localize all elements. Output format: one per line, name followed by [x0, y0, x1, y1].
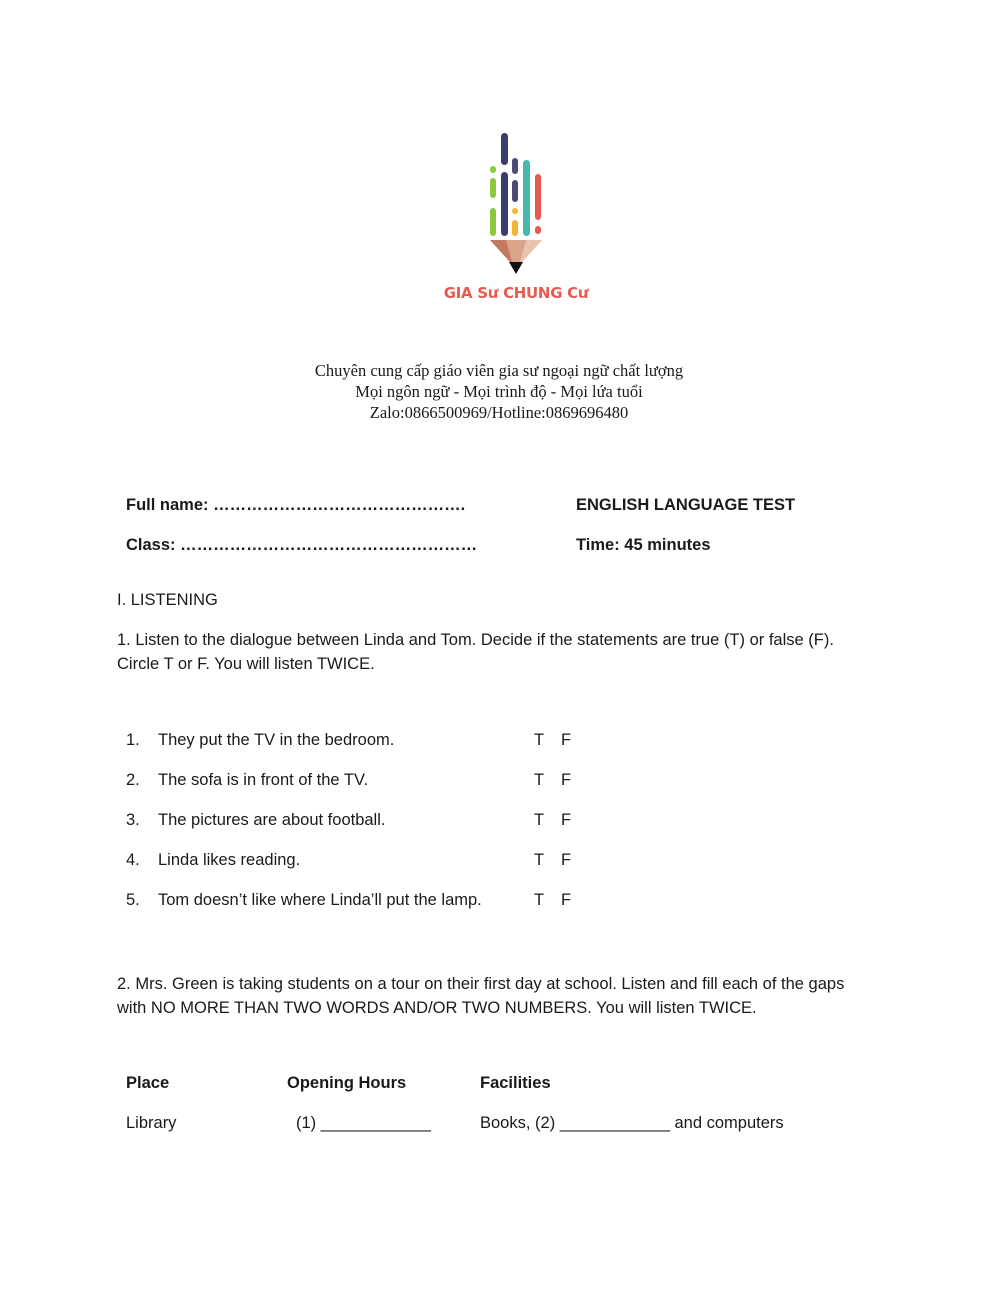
statement-text: Tom doesn’t like where Linda’ll put the lamp. [158, 891, 482, 909]
statement-number: 2. [126, 771, 140, 789]
statement-number: 1. [126, 731, 140, 749]
tagline [200, 360, 798, 423]
pencil-logo-icon [480, 128, 552, 280]
false-option[interactable]: F [561, 731, 572, 749]
false-option[interactable]: F [561, 771, 572, 789]
statement-number: 4. [126, 851, 140, 869]
true-option[interactable]: T [534, 851, 545, 869]
false-option[interactable]: F [561, 851, 572, 869]
facilities-gap[interactable]: Books, (2) ____________ and computers [480, 1114, 784, 1132]
true-option[interactable]: T [534, 891, 545, 909]
true-option[interactable]: T [534, 771, 545, 789]
statement-row [126, 891, 586, 915]
tagline-line-1: Chuyên cung cấp giáo viên gia sư ngoại ngữ chất lượng [314, 361, 684, 380]
opening-hours-gap[interactable]: (1) ____________ [296, 1114, 431, 1132]
statement-text: The sofa is in front of the TV. [158, 771, 369, 789]
statement-row [126, 851, 586, 875]
test-time: Time: 45 minutes [576, 536, 711, 554]
statement-text: They put the TV in the bedroom. [158, 731, 395, 749]
statement-row [126, 771, 586, 795]
statement-text: The pictures are about football. [158, 811, 386, 829]
statement-number: 3. [126, 811, 140, 829]
statement-row [126, 811, 586, 835]
statement-text: Linda likes reading. [158, 851, 301, 869]
column-header-opening-hours: Opening Hours [287, 1074, 407, 1092]
statement-number: 5. [126, 891, 140, 909]
class-field: Class: ……………………………………………… [126, 536, 478, 554]
column-header-facilities: Facilities [480, 1074, 551, 1092]
brand-name: GIA Sư CHUNG Cư [443, 284, 589, 302]
place-cell: Library [126, 1114, 177, 1132]
tagline-line-3: Zalo:0866500969/Hotline:0869696480 [369, 403, 629, 422]
tagline-line-2: Mọi ngôn ngữ - Mọi trình độ - Mọi lứa tuổi [355, 382, 643, 401]
true-option[interactable]: T [534, 811, 545, 829]
false-option[interactable]: F [561, 891, 572, 909]
test-title: ENGLISH LANGUAGE TEST [576, 496, 796, 514]
statement-row [126, 731, 586, 755]
full-name-field: Full name: ………………………………………. [126, 496, 466, 514]
true-option[interactable]: T [534, 731, 545, 749]
task2-instruction: 2. Mrs. Green is taking students on a tour on their first day at school. Listen and fill each of the gaps with NO MORE THAN TWO WORDS AND/OR TWO NUMBERS. You will listen TWICE. [117, 975, 845, 1017]
section-title: I. LISTENING [117, 591, 218, 609]
false-option[interactable]: F [561, 811, 572, 829]
task1-instruction: 1. Listen to the dialogue between Linda and Tom. Decide if the statements are true (T) or false (F). Circle T or F. You will listen TWICE. [117, 631, 834, 673]
column-header-place: Place [126, 1074, 170, 1092]
